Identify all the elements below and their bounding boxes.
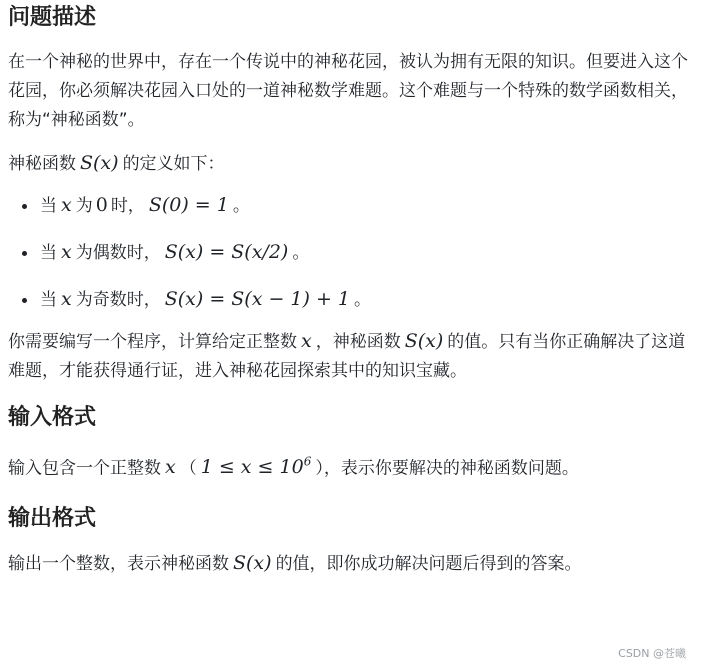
rule-text: 。 <box>292 243 310 263</box>
rule-text: 当 <box>40 243 57 263</box>
definition-function: S(x) <box>80 152 119 174</box>
heading-input: 输入格式 <box>8 405 97 430</box>
rule-text: 时， <box>110 196 145 216</box>
definition-suffix: 的定义如下： <box>122 154 225 174</box>
rule-item-zero <box>40 191 694 221</box>
task-paragraph <box>8 327 694 386</box>
input-range <box>201 456 312 478</box>
rule-expression: S(x) = S(x/2) <box>164 241 289 263</box>
task-text: ，神秘函数 <box>315 332 401 352</box>
task-function: S(x) <box>404 330 444 352</box>
output-function: S(x) <box>233 552 272 575</box>
rule-text: 。 <box>232 196 250 216</box>
input-text: 输入包含一个正整数 <box>8 458 161 479</box>
input-paren-open: （ <box>179 458 197 479</box>
rule-number: 0 <box>95 194 108 216</box>
rule-text: 为 <box>75 196 93 216</box>
task-variable: x <box>301 330 312 352</box>
rule-expression: S(x) = S(x − 1) + 1 <box>164 288 351 310</box>
input-range-expr: 1 ≤ x ≤ 10 <box>200 456 304 479</box>
rule-text: 当 <box>40 196 57 216</box>
rule-variable: x <box>61 194 72 216</box>
rule-text: 。 <box>354 290 372 310</box>
rules-list <box>8 191 694 315</box>
output-paragraph <box>8 549 694 579</box>
description-paragraph-1: 在一个神秘的世界中，存在一个传说中的神秘花园，被认为拥有无限的知识。但要进入这个花园，你必须解决花园入口处的一道神秘数学难题。这个难题与一个特殊的数学函数相关，称为“神秘函数”。 <box>8 52 688 130</box>
task-text: 的值。只有当你正确解决了这道难题，才能获得通行证，进入神秘花园探索其中的知识宝藏。 <box>8 332 686 381</box>
input-text: ，表示你要解决的神秘函数问题。 <box>323 458 579 479</box>
input-paragraph <box>8 448 694 483</box>
rule-item-odd <box>40 285 694 315</box>
rule-text: 当 <box>40 290 57 310</box>
rule-text: 为奇数时， <box>75 290 161 310</box>
rule-variable: x <box>61 241 72 263</box>
rule-variable: x <box>61 288 72 310</box>
rule-item-even <box>40 238 694 268</box>
heading-description: 问题描述 <box>8 5 97 30</box>
output-text: 的值，即你成功解决问题后得到的答案。 <box>275 554 582 575</box>
input-paren-close: ） <box>315 458 324 479</box>
definition-intro <box>8 149 694 179</box>
rule-expression: S(0) = 1 <box>148 194 229 216</box>
input-variable: x <box>165 456 176 479</box>
watermark: CSDN @苍曦 <box>618 647 686 660</box>
definition-prefix: 神秘函数 <box>8 154 76 174</box>
task-text: 你需要编写一个程序，计算给定正整数 <box>8 332 297 352</box>
rule-text: 为偶数时， <box>75 243 161 263</box>
heading-output: 输出格式 <box>8 506 97 532</box>
output-text: 输出一个整数，表示神秘函数 <box>8 554 229 575</box>
input-range-exponent: 6 <box>303 455 312 469</box>
